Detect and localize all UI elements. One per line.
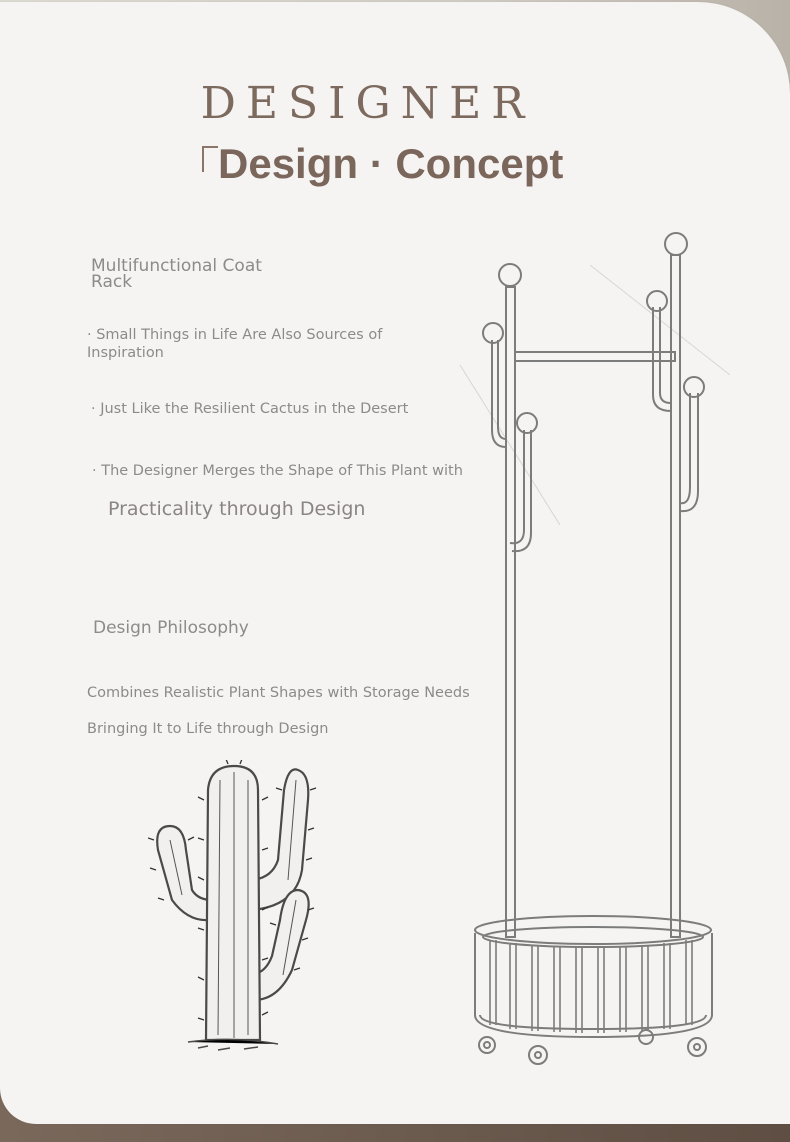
section-heading-philosophy: Design Philosophy xyxy=(93,618,249,638)
page-subtitle: Design · Concept xyxy=(218,140,564,187)
cactus-illustration xyxy=(148,760,328,1060)
highlight-practicality: Practicality through Design xyxy=(108,498,366,520)
title-bracket-decoration xyxy=(202,146,218,172)
section-heading-coat-rack: Multifunctional Coat Rack xyxy=(91,256,262,292)
page-title: DESIGNER xyxy=(200,78,535,129)
bullet-inspiration: · Small Things in Life Are Also Sources of Inspiration xyxy=(87,327,383,361)
philosophy-line-2: Bringing It to Life through Design xyxy=(87,721,329,737)
philosophy-line-1: Combines Realistic Plant Shapes with Storage Needs xyxy=(87,685,470,701)
bullet-cactus: · Just Like the Resilient Cactus in the Desert xyxy=(91,401,409,417)
coat-rack-illustration xyxy=(440,225,740,1075)
bullet-designer: · The Designer Merges the Shape of This Plant with xyxy=(92,463,463,479)
